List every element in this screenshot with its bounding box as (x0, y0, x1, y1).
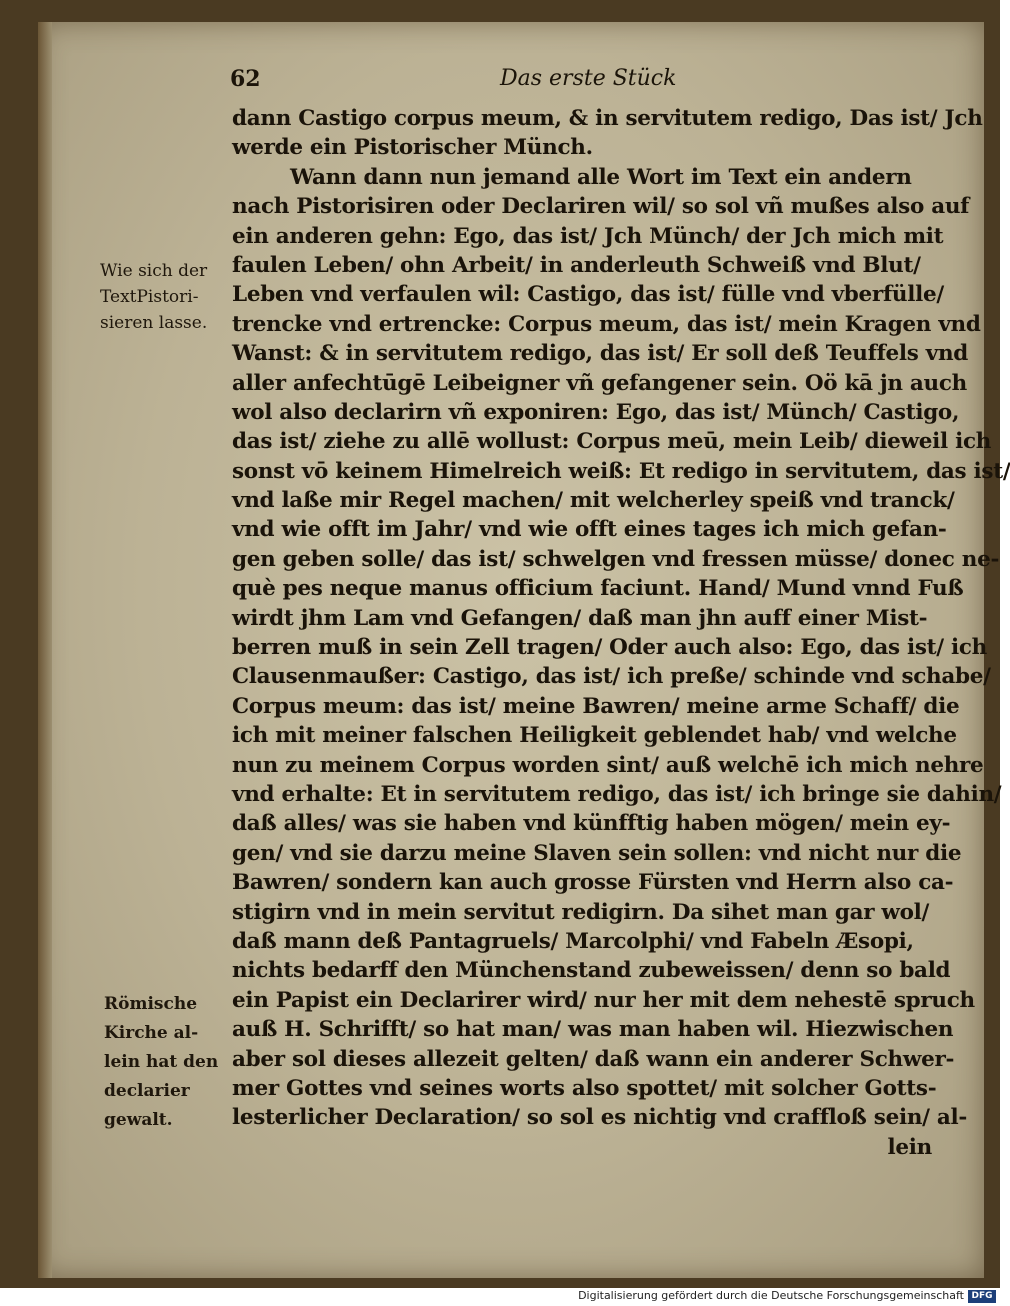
running-head (0, 66, 1000, 96)
text-line: Bawren/ sondern kan auch grosse Fürsten vnd Herrn also ca- (232, 870, 954, 896)
digitization-footer (0, 1288, 1000, 1306)
marginal-line: Römische (104, 994, 198, 1014)
text-line: vnd erhalte: Et in servitutem redigo, das ist/ ich bringe sie dahin/ (232, 781, 1002, 807)
text-line: Clausenmaußer: Castigo, das ist/ ich preße/ schinde vnd schabe/ (232, 664, 991, 690)
marginal-line: sieren lasse. (100, 313, 208, 333)
text-line: ein anderen gehn: Ego, das ist/ Jch Münch/ der Jch mich mit (232, 223, 944, 249)
text-line: Corpus meum: das ist/ meine Bawren/ meine arme Schaff/ die (232, 693, 960, 719)
text-line: nichts bedarff den Münchenstand zubeweissen/ denn so bald (232, 958, 951, 984)
marginal-line: TextPistori- (100, 287, 199, 307)
text-line: dann Castigo corpus meum, & in servitutem redigo, Das ist/ Jch (232, 106, 983, 131)
page-number: 62 (230, 66, 261, 92)
text-line: trencke vnd ertrencke: Corpus meum, das ist/ mein Kragen vnd (232, 311, 981, 337)
marginal-line: lein hat den (104, 1052, 219, 1072)
text-line: ein Papist ein Declarirer wird/ nur her mit dem nehestē spruch (232, 987, 975, 1013)
text-line: daß mann deß Pantagruels/ Marcolphi/ vnd Fabeln Æsopi, (232, 928, 914, 954)
text-line: què pes neque manus officium faciunt. Hand/ Mund vnnd Fuß (232, 576, 964, 602)
text-line: ich mit meiner falschen Heiligkeit geblendet hab/ vnd welche (232, 723, 957, 749)
text-line: stigirn vnd in mein servitut redigirn. Da sihet man gar wol/ (232, 899, 930, 925)
text-line: daß alles/ was sie haben vnd künfftig haben mögen/ mein ey- (232, 811, 951, 837)
text-line: das ist/ ziehe zu allē wollust: Corpus meū, mein Leib/ dieweil ich (232, 429, 992, 455)
marginal-note-roemische-kirche (104, 990, 234, 1135)
text-line: lesterlicher Declaration/ so sol es nichtig vnd craffloß sein/ al- (232, 1105, 968, 1131)
marginal-line: Wie sich der (100, 261, 208, 281)
text-line: sonst vō keinem Himelreich weiß: Et redigo in servitutem, das ist/ (232, 458, 1010, 484)
text-line: wirdt jhm Lam vnd Gefangen/ daß man jhn auff einer Mist- (232, 605, 928, 631)
funding-credit: Digitalisierung gefördert durch die Deutsche Forschungsgemeinschaft (578, 1289, 964, 1302)
text-line: aller anfechtūgē Leibeigner vñ gefangener sein. Oö kā jn auch (232, 370, 967, 396)
text-line: Wanst: & in servitutem redigo, das ist/ Er soll deß Teuffels vnd (232, 341, 969, 367)
dfg-logo: DFG (968, 1290, 996, 1303)
catchword: lein (887, 1134, 932, 1160)
text-line: mer Gottes vnd seines worts also spottet/ mit solcher Gotts- (232, 1075, 937, 1101)
text-line: nach Pistorisiren oder Declariren wil/ so sol vñ mußes also auf (232, 194, 970, 220)
text-line: gen/ vnd sie darzu meine Slaven sein sollen: vnd nicht nur die (232, 840, 962, 866)
text-line: aber sol dieses allezeit gelten/ daß wann ein anderer Schwer- (232, 1046, 955, 1072)
marginal-line: gewalt. (104, 1110, 173, 1130)
text-line: wol also declarirn vñ exponiren: Ego, das ist/ Münch/ Castigo, (232, 399, 960, 425)
text-line: nun zu meinem Corpus worden sint/ auß welchē ich mich nehre (232, 752, 984, 778)
running-title: Das erste Stück (500, 66, 677, 91)
text-line: faulen Leben/ ohn Arbeit/ in anderleuth Schweiß vnd Blut/ (232, 252, 921, 278)
text-line: berren muß in sein Zell tragen/ Oder auch also: Ego, das ist/ ich (232, 635, 987, 661)
main-text-block (232, 104, 1010, 1162)
marginal-line: Kirche al- (104, 1023, 199, 1043)
text-line: werde ein Pistorischer Münch. (232, 135, 593, 161)
text-line: auß H. Schrifft/ so hat man/ was man haben wil. Hiezwischen (232, 1017, 954, 1043)
text-line: vnd wie offt im Jahr/ vnd wie offt eines tages ich mich gefan- (232, 517, 947, 543)
text-line: Leben vnd verfaulen wil: Castigo, das ist/ fülle vnd vberfülle/ (232, 282, 944, 308)
text-line: vnd laße mir Regel machen/ mit welcherley speiß vnd tranck/ (232, 488, 955, 514)
page-gutter (38, 22, 52, 1278)
marginal-note-pistorisieren (100, 258, 230, 336)
text-line: gen geben solle/ das ist/ schwelgen vnd fressen müsse/ donec ne- (232, 546, 1000, 572)
marginal-line: declarier (104, 1081, 190, 1101)
text-line: Wann dann nun jemand alle Wort im Text ein andern (290, 164, 912, 190)
